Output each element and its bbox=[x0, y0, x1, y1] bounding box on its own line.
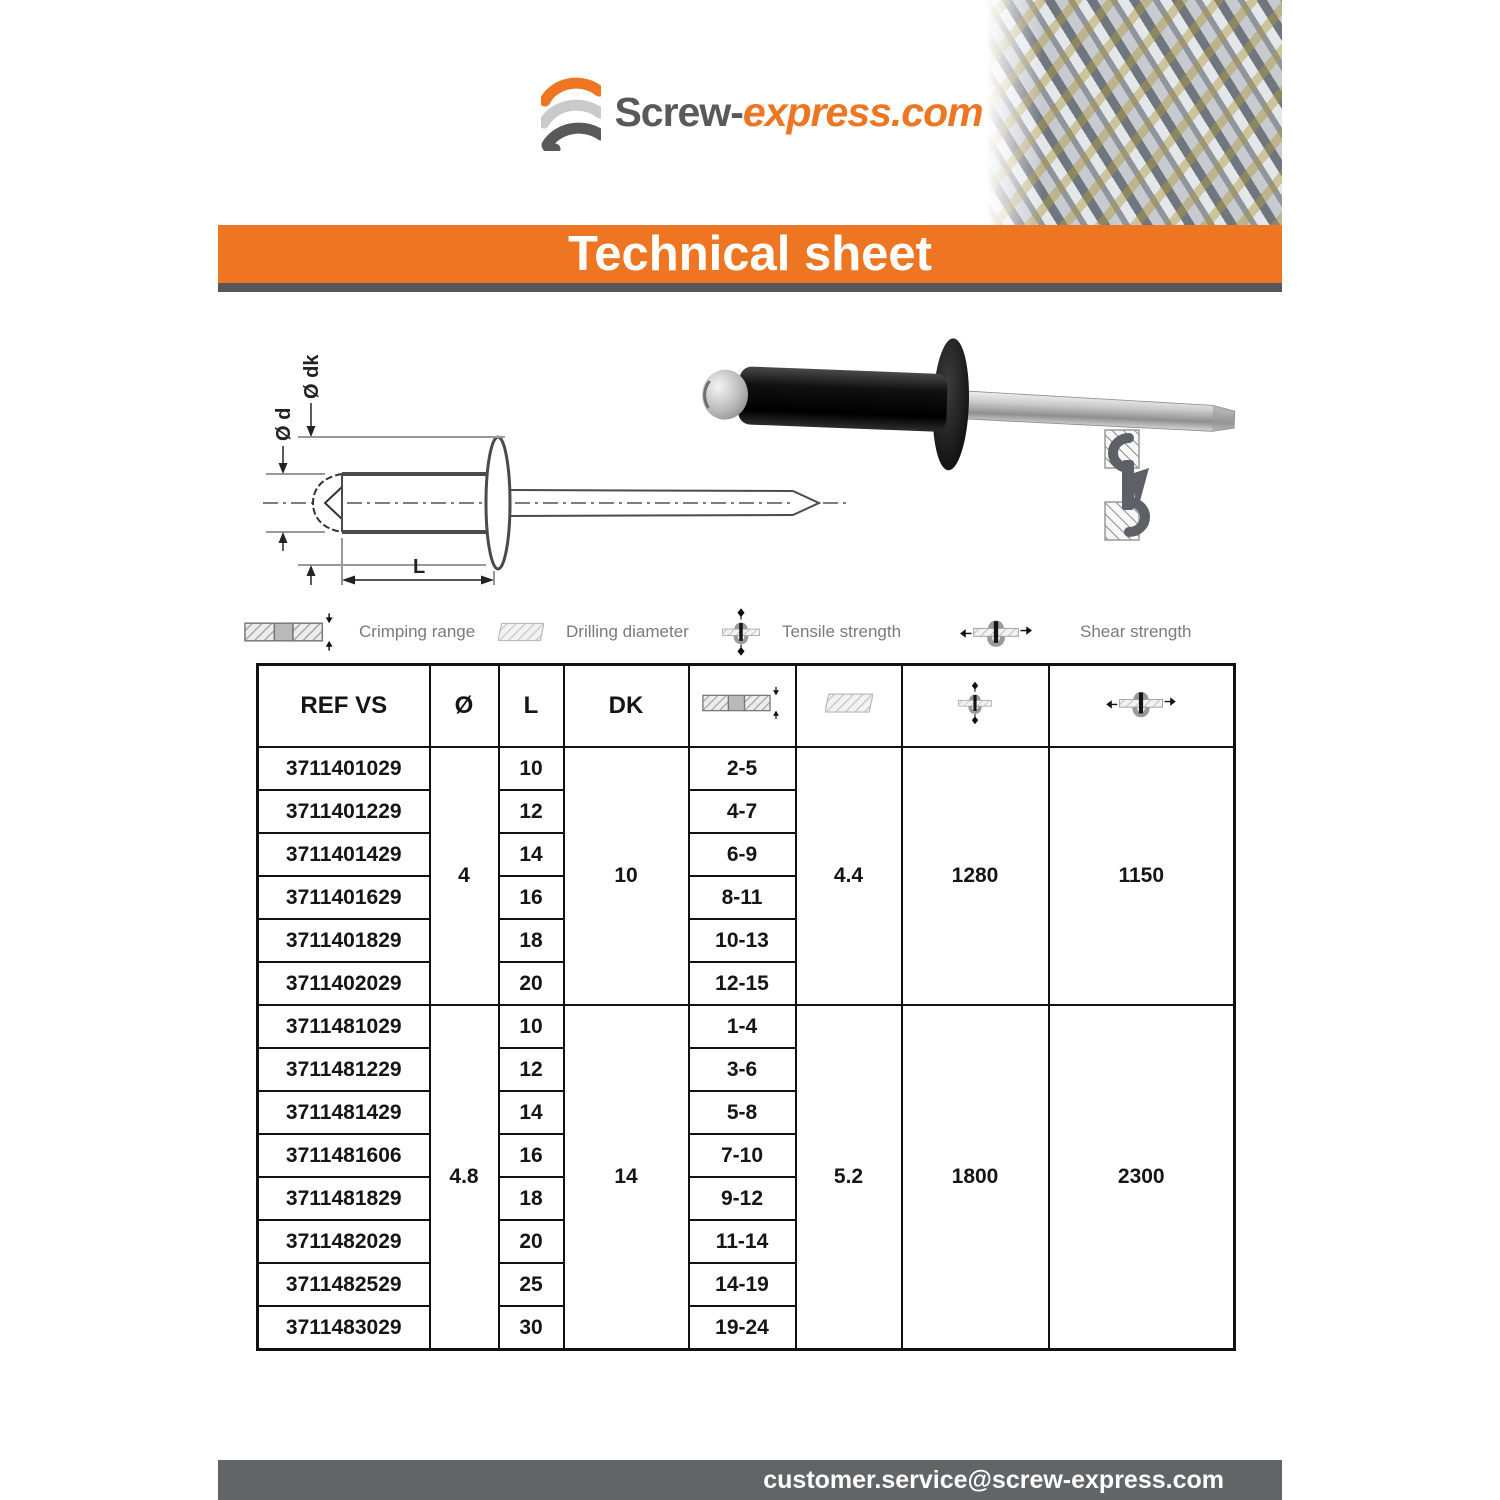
header bbox=[218, 0, 1282, 225]
installed-rivet-diagram bbox=[1075, 428, 1167, 543]
cell-length: 25 bbox=[499, 1263, 564, 1306]
cell-diameter: 4 bbox=[430, 747, 499, 1005]
header-tensile-strength bbox=[902, 665, 1049, 748]
cell-length: 18 bbox=[499, 1177, 564, 1220]
cell-ref: 3711401429 bbox=[258, 833, 430, 876]
cell-crimping-range: 6-9 bbox=[689, 833, 796, 876]
table-row bbox=[258, 747, 1235, 790]
cell-length: 18 bbox=[499, 919, 564, 962]
title-banner bbox=[218, 225, 1282, 283]
dim-d-label: Ø d bbox=[273, 407, 295, 441]
cell-tensile-strength: 1800 bbox=[902, 1005, 1049, 1350]
cell-tensile-strength: 1280 bbox=[902, 747, 1049, 1005]
cell-ref: 3711401029 bbox=[258, 747, 430, 790]
legend-shear-strength bbox=[960, 602, 1192, 662]
footer bbox=[218, 1460, 1282, 1500]
drilling-diameter-icon bbox=[498, 617, 544, 647]
legend-crimping-range bbox=[243, 602, 475, 662]
dim-dk-label: Ø dk bbox=[301, 354, 323, 399]
header-length: L bbox=[499, 665, 564, 748]
legend-label: Tensile strength bbox=[782, 622, 902, 641]
cell-crimping-range: 12-15 bbox=[689, 962, 796, 1005]
cell-length: 12 bbox=[499, 790, 564, 833]
cell-length: 16 bbox=[499, 876, 564, 919]
cell-ref: 3711401229 bbox=[258, 790, 430, 833]
cell-ref: 3711481829 bbox=[258, 1177, 430, 1220]
header-drilling-diameter bbox=[796, 665, 902, 748]
cell-length: 20 bbox=[499, 962, 564, 1005]
drilling-diameter-icon bbox=[825, 692, 873, 714]
cell-crimping-range: 7-10 bbox=[689, 1134, 796, 1177]
cell-crimping-range: 11-14 bbox=[689, 1220, 796, 1263]
table-header-row bbox=[258, 665, 1235, 748]
cell-ref: 3711481429 bbox=[258, 1091, 430, 1134]
cell-crimping-range: 14-19 bbox=[689, 1263, 796, 1306]
dim-l-label: L bbox=[413, 556, 426, 578]
cell-length: 10 bbox=[499, 747, 564, 790]
rivet-photo bbox=[695, 330, 1255, 480]
cell-ref: 3711481229 bbox=[258, 1048, 430, 1091]
page-title: Technical sheet bbox=[567, 227, 932, 281]
header-crimping-range bbox=[689, 665, 796, 748]
header-diameter: Ø bbox=[430, 665, 499, 748]
cell-ref: 3711401829 bbox=[258, 919, 430, 962]
cell-length: 10 bbox=[499, 1005, 564, 1048]
cell-drilling-diameter: 5.2 bbox=[796, 1005, 902, 1350]
cell-crimping-range: 5-8 bbox=[689, 1091, 796, 1134]
cell-shear-strength: 1150 bbox=[1049, 747, 1235, 1005]
cell-length: 14 bbox=[499, 1091, 564, 1134]
legend-label: Drilling diameter bbox=[566, 622, 689, 641]
cell-crimping-range: 9-12 bbox=[689, 1177, 796, 1220]
legend-drilling-diameter bbox=[498, 602, 689, 662]
screws-photo bbox=[983, 0, 1282, 225]
table-row bbox=[258, 1005, 1235, 1048]
cell-crimping-range: 8-11 bbox=[689, 876, 796, 919]
logo bbox=[541, 0, 982, 225]
header-dk: DK bbox=[564, 665, 689, 748]
legend-label: Shear strength bbox=[1080, 622, 1192, 641]
cell-crimping-range: 10-13 bbox=[689, 919, 796, 962]
cell-length: 16 bbox=[499, 1134, 564, 1177]
cell-ref: 3711481029 bbox=[258, 1005, 430, 1048]
spec-table bbox=[256, 663, 1236, 1351]
shear-strength-icon bbox=[1106, 687, 1176, 719]
cell-dk: 14 bbox=[564, 1005, 689, 1350]
cell-length: 30 bbox=[499, 1306, 564, 1350]
cell-length: 14 bbox=[499, 833, 564, 876]
cell-length: 20 bbox=[499, 1220, 564, 1263]
contact-email: customer.service@screw-express.com bbox=[763, 1465, 1224, 1494]
tensile-strength-icon bbox=[722, 601, 760, 663]
crimping-range-icon bbox=[243, 612, 337, 652]
cell-crimping-range: 1-4 bbox=[689, 1005, 796, 1048]
banner-underline bbox=[218, 283, 1282, 292]
tensile-strength-icon bbox=[958, 674, 992, 732]
cell-ref: 3711482029 bbox=[258, 1220, 430, 1263]
cell-ref: 3711481606 bbox=[258, 1134, 430, 1177]
header-ref: REF VS bbox=[258, 665, 430, 748]
brand-orange-text: express.com bbox=[742, 89, 983, 135]
cell-ref: 3711482529 bbox=[258, 1263, 430, 1306]
cell-length: 12 bbox=[499, 1048, 564, 1091]
cell-crimping-range: 3-6 bbox=[689, 1048, 796, 1091]
cell-crimping-range: 4-7 bbox=[689, 790, 796, 833]
crimping-range-icon bbox=[701, 686, 783, 720]
cell-crimping-range: 19-24 bbox=[689, 1306, 796, 1350]
workbench-photo bbox=[218, 0, 541, 225]
legend-tensile-strength bbox=[722, 602, 901, 662]
cell-drilling-diameter: 4.4 bbox=[796, 747, 902, 1005]
cell-diameter: 4.8 bbox=[430, 1005, 499, 1350]
cell-crimping-range: 2-5 bbox=[689, 747, 796, 790]
brand-dark-text: Screw- bbox=[614, 89, 743, 135]
cell-dk: 10 bbox=[564, 747, 689, 1005]
cell-ref: 3711401629 bbox=[258, 876, 430, 919]
cell-shear-strength: 2300 bbox=[1049, 1005, 1235, 1350]
shear-strength-icon bbox=[960, 615, 1032, 649]
brand-wordmark bbox=[614, 89, 982, 136]
header-shear-strength bbox=[1049, 665, 1235, 748]
cell-ref: 3711402029 bbox=[258, 962, 430, 1005]
legend-label: Crimping range bbox=[359, 622, 476, 641]
logo-swoosh-icon bbox=[541, 75, 601, 151]
cell-ref: 3711483029 bbox=[258, 1306, 430, 1350]
